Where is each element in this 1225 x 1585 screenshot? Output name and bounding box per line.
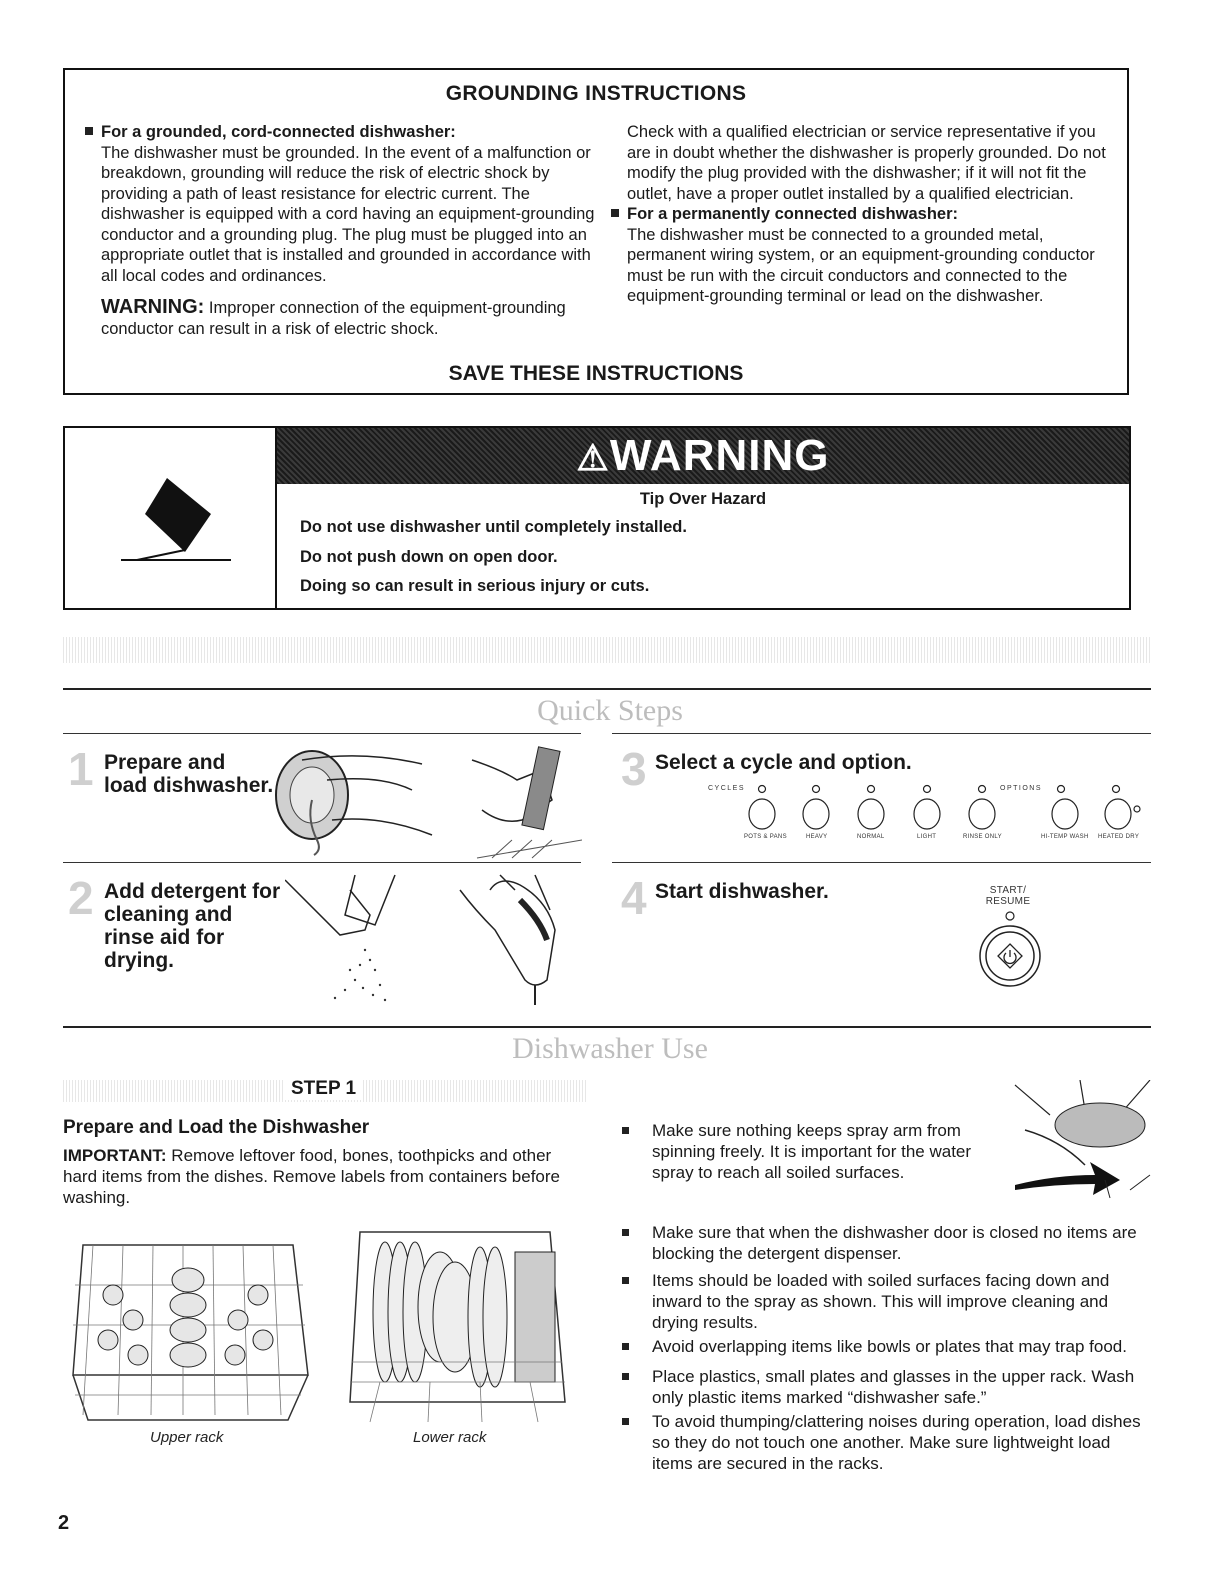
quick-steps-title: Quick Steps: [537, 694, 683, 727]
control-panel: [700, 784, 1160, 854]
dishwasher-use-title: Dishwasher Use: [512, 1032, 708, 1065]
bullet-square-icon: [611, 209, 619, 217]
button-label-light: LIGHT: [917, 834, 937, 840]
button-label-heavy: HEAVY: [806, 834, 828, 840]
bullet-square-icon: [622, 1343, 629, 1350]
control-panel-buttons: [700, 784, 1160, 854]
page-number: 2: [58, 1512, 70, 1534]
button-label-heated-dry: HEATED DRY: [1098, 834, 1140, 840]
tip-over-warning-box: [63, 426, 1131, 610]
load-dishes-illustration: [272, 740, 582, 860]
bullet-plastics: Place plastics, small plates and glasses in the upper rack. Wash only plastic items marked “dishwasher safe.”: [652, 1366, 1147, 1408]
warning-banner-label: ⚠WARNING: [576, 431, 830, 480]
permanent-connection-heading: For a permanently connected dishwasher:: [611, 204, 1111, 225]
button-label-hi-temp-wash: HI-TEMP WASH: [1041, 834, 1089, 840]
warning-word: WARNING:: [101, 296, 205, 318]
qualified-electrician-text: Check with a qualified electrician or service representative if you are in doubt whether the dishwasher is properly grounded. Do not modify the plug provided with the dishwasher; if it will not fit the outlet, have a proper outlet installed by a qualified electrician.: [627, 123, 1106, 203]
button-label-rinse-only: RINSE ONLY: [963, 834, 1002, 840]
bullet-overlapping: Avoid overlapping items like bowls or plates that may trap food.: [652, 1336, 1157, 1357]
grounding-title: GROUNDING INSTRUCTIONS: [445, 82, 747, 105]
important-note: IMPORTANT: Remove leftover food, bones, toothpicks and other hard items from the dishes. Remove labels from containers before washing.: [63, 1146, 561, 1207]
bullet-square-icon: [622, 1229, 629, 1236]
prepare-load-heading: Prepare and Load the Dishwasher: [63, 1117, 370, 1138]
warning-line-2: Do not push down on open door.: [300, 548, 558, 566]
cord-connected-heading: For a grounded, cord-connected dishwasher:: [85, 122, 610, 143]
rule-left-2: [63, 862, 581, 863]
spray-arm-illustration: [1005, 1080, 1155, 1200]
step-1-label: STEP 1: [285, 1078, 362, 1100]
rule-right-2: [612, 862, 1151, 863]
tip-over-icon: [115, 470, 235, 570]
options-label: OPTIONS: [1000, 785, 1043, 792]
grounding-left-column: [85, 122, 610, 339]
grounding-instructions-box: [63, 68, 1129, 395]
rule-left: [63, 733, 581, 734]
bullet-square-icon: [622, 1373, 629, 1380]
permanent-connection-text: The dishwasher must be connected to a grounded metal, permanent wiring system, or an equipment-grounding conductor must be run with the circuit conductors and connected to the equipment-grounding terminal or lead on the dishwasher.: [627, 225, 1095, 305]
start-resume-label: START/ RESUME: [985, 885, 1031, 907]
warning-line-1: Do not use dishwasher until completely installed.: [300, 518, 687, 536]
upper-rack-caption: Upper rack: [150, 1429, 224, 1446]
upper-rack-illustration: [63, 1225, 313, 1425]
warning-banner: [277, 428, 1129, 484]
step-1-text: Prepare and load dishwasher.: [104, 751, 274, 797]
lower-rack-caption: Lower rack: [413, 1429, 487, 1446]
bullet-square-icon: [85, 127, 93, 135]
step-4-text: Start dishwasher.: [655, 880, 829, 903]
decorative-strip: [63, 637, 1151, 663]
dishwasher-use-rule: [63, 1026, 1151, 1028]
grounding-warning-note: WARNING: Improper connection of the equipment-grounding conductor can result in a risk of electric shock.: [101, 296, 566, 338]
cord-connected-text: The dishwasher must be grounded. In the event of a malfunction or breakdown, grounding will reduce the risk of electric shock by providing a path of least resistance for electric current. The dishwasher is equipped with a cord having an equipment-grounding conductor and a grounding plug. The plug must be plugged into an appropriate outlet that is installed and grounded in accordance with all local codes and ordinances.: [101, 143, 595, 285]
bullet-spray-arm: Make sure nothing keeps spray arm from spinning freely. It is important for the water spray to reach all soiled surfaces.: [652, 1120, 997, 1183]
step-3-text: Select a cycle and option.: [655, 751, 912, 774]
button-label-pots-pans: POTS & PANS: [744, 834, 787, 840]
step-2-text: Add detergent for cleaning and rinse aid for drying.: [104, 880, 281, 972]
bullet-square-icon: [622, 1127, 629, 1134]
warning-triangle-icon: ⚠: [576, 437, 610, 478]
step-number-3: 3: [621, 743, 647, 795]
bullet-soiled-surfaces: Items should be loaded with soiled surfaces facing down and inward to the spray as shown. This will improve cleaning and drying results.: [652, 1270, 1147, 1333]
rule-right: [612, 733, 1151, 734]
add-detergent-illustration: [285, 870, 575, 1010]
button-label-normal: NORMAL: [857, 834, 885, 840]
quick-steps-rule: [63, 688, 1151, 690]
important-label: IMPORTANT:: [63, 1146, 167, 1165]
bullet-detergent-dispenser: Make sure that when the dishwasher door is closed no items are blocking the detergent dispenser.: [652, 1222, 1147, 1264]
bullet-square-icon: [622, 1418, 629, 1425]
bullet-noise: To avoid thumping/clattering noises during operation, load dishes so they do not touch one another. Make sure lightweight load items are secured in the racks.: [652, 1411, 1152, 1474]
step-number-2: 2: [68, 872, 94, 924]
warning-line-3: Doing so can result in serious injury or cuts.: [300, 577, 650, 595]
lower-rack-illustration: [340, 1222, 570, 1427]
grounding-right-column: [611, 122, 1111, 307]
step-number-4: 4: [621, 872, 647, 924]
bullet-square-icon: [622, 1277, 629, 1284]
cycles-label: CYCLES: [708, 785, 746, 792]
save-instructions-title: SAVE THESE INSTRUCTIONS: [448, 362, 744, 385]
step-number-1: 1: [68, 743, 94, 795]
start-button-icon: [975, 910, 1045, 990]
tip-over-hazard-title: Tip Over Hazard: [639, 490, 767, 508]
